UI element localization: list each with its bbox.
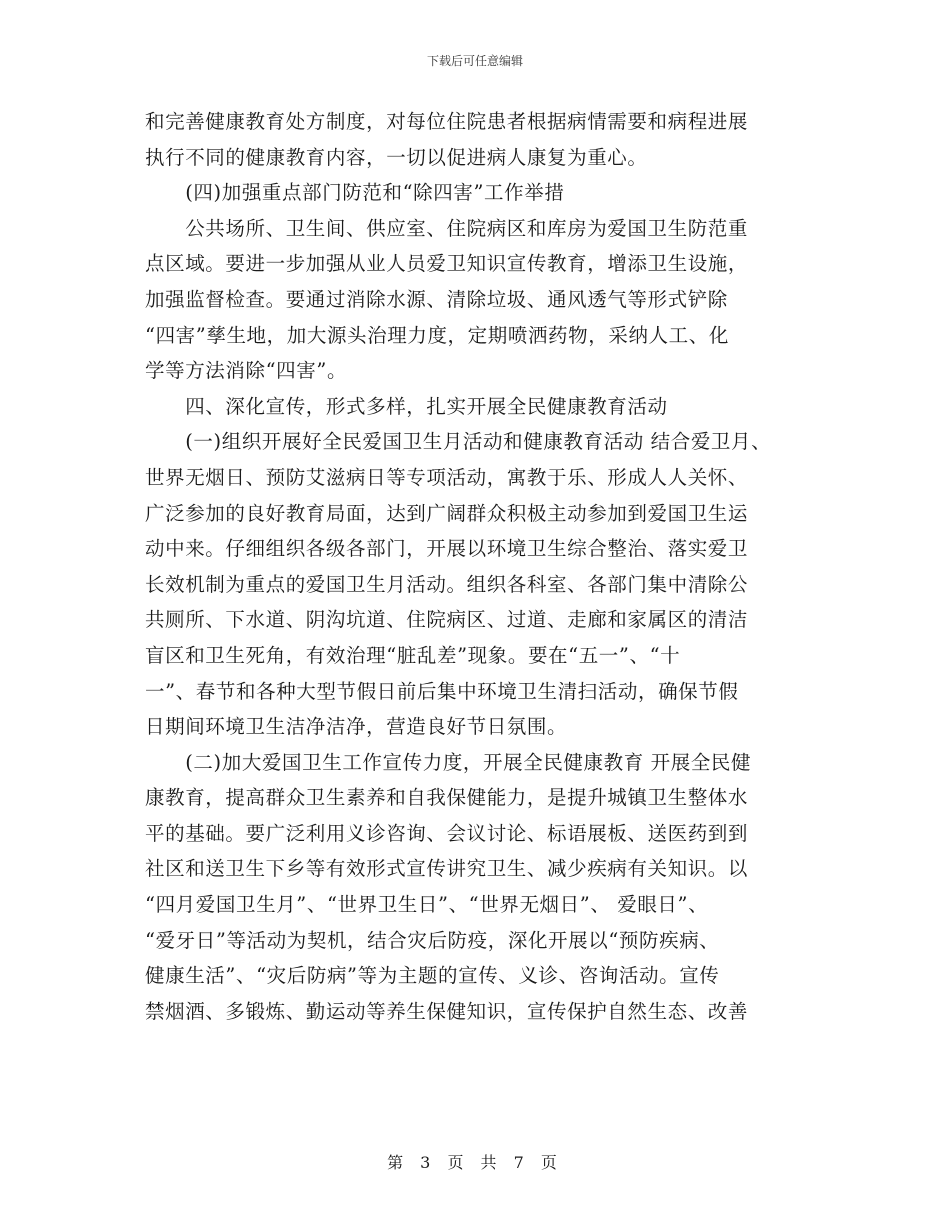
text-line: 和完善健康教育处方制度，对每位住院患者根据病情需要和病程进展 xyxy=(145,110,749,133)
text-line: 平的基础。要广泛利用义诊咨询、会议讨论、标语展板、送医药到到 xyxy=(145,821,749,845)
text-line: “四月爱国卫生月”、“世界卫生日”、“世界无烟日”、 爱眼日”、 xyxy=(145,893,709,917)
text-line: 康教育，提高群众卫生素养和自我保健能力，是提升城镇卫生整体水 xyxy=(145,786,749,810)
text-line: 共厕所、下水道、阴沟坑道、住院病区、过道、走廊和家属区的清洁 xyxy=(145,608,749,632)
document-body xyxy=(145,104,810,1029)
text-line: 健康生活”、“灾后防病”等为主题的宣传、义诊、咨询活动。宣传 xyxy=(145,964,720,988)
text-line: 广泛参加的良好教育局面，达到广阔群众积极主动参加到爱国卫生运 xyxy=(145,501,749,525)
text-line: 公共场所、卫生间、供应室、住院病区和库房为爱国卫生防范重 xyxy=(145,216,749,240)
section-heading: 四、深化宣传，形式多样，扎实开展全民健康教育活动 xyxy=(145,394,668,418)
text-line: 长效机制为重点的爱国卫生月活动。组织各科室、各部门集中清除公 xyxy=(145,572,749,596)
text-line: 加强监督检查。要通过消除水源、清除垃圾、通风透气等形式铲除 xyxy=(145,287,728,311)
text-line: “四害”孳生地，加大源头治理力度，定期喷洒药物，采纳人工、化 xyxy=(145,323,729,347)
text-line: “爱牙日”等活动为契机，结合灾后防疫，深化开展以“预防疾病、 xyxy=(145,928,720,952)
text-line: 世界无烟日、预防艾滋病日等专项活动，寓教于乐、形成人人关怀、 xyxy=(145,465,749,489)
text-line: 禁烟酒、多锻炼、勤运动等养生保健知识，宣传保护自然生态、改善 xyxy=(145,999,749,1023)
text-line: 学等方法消除“四害”。 xyxy=(145,359,348,383)
page-number: 第 3 页 共 7 页 xyxy=(387,1153,563,1172)
text-line: 一”、春节和各种大型节假日前后集中环境卫生清扫活动，确保节假 xyxy=(145,679,739,703)
section-heading: (四)加强重点部门防范和“除四害”工作举措 xyxy=(145,181,565,205)
text-line: 执行不同的健康教育内容，一切以促进病人康复为重心。 xyxy=(145,145,648,169)
text-line: (一)组织开展好全民爱国卫生月活动和健康教育活动 结合爱卫月、 xyxy=(145,430,772,454)
text-line: 点区域。要进一步加强从业人员爱卫知识宣传教育，增添卫生设施， xyxy=(145,252,749,276)
page-header: 下载后可任意编辑 xyxy=(426,54,523,68)
text-line: 动中来。仔细组织各级各部门，开展以环境卫生综合整治、落实爱卫 xyxy=(145,537,749,561)
text-line: 社区和送卫生下乡等有效形式宣传讲究卫生、减少疾病有关知识。以 xyxy=(145,857,749,881)
text-line: 盲区和卫生死角，有效治理“脏乱差”现象。要在“五一”、“十 xyxy=(145,643,681,667)
text-line: 日期间环境卫生洁净洁净，营造良好节日氛围。 xyxy=(145,715,568,739)
text-line: (二)加大爱国卫生工作宣传力度，开展全民健康教育 开展全民健 xyxy=(145,750,752,774)
